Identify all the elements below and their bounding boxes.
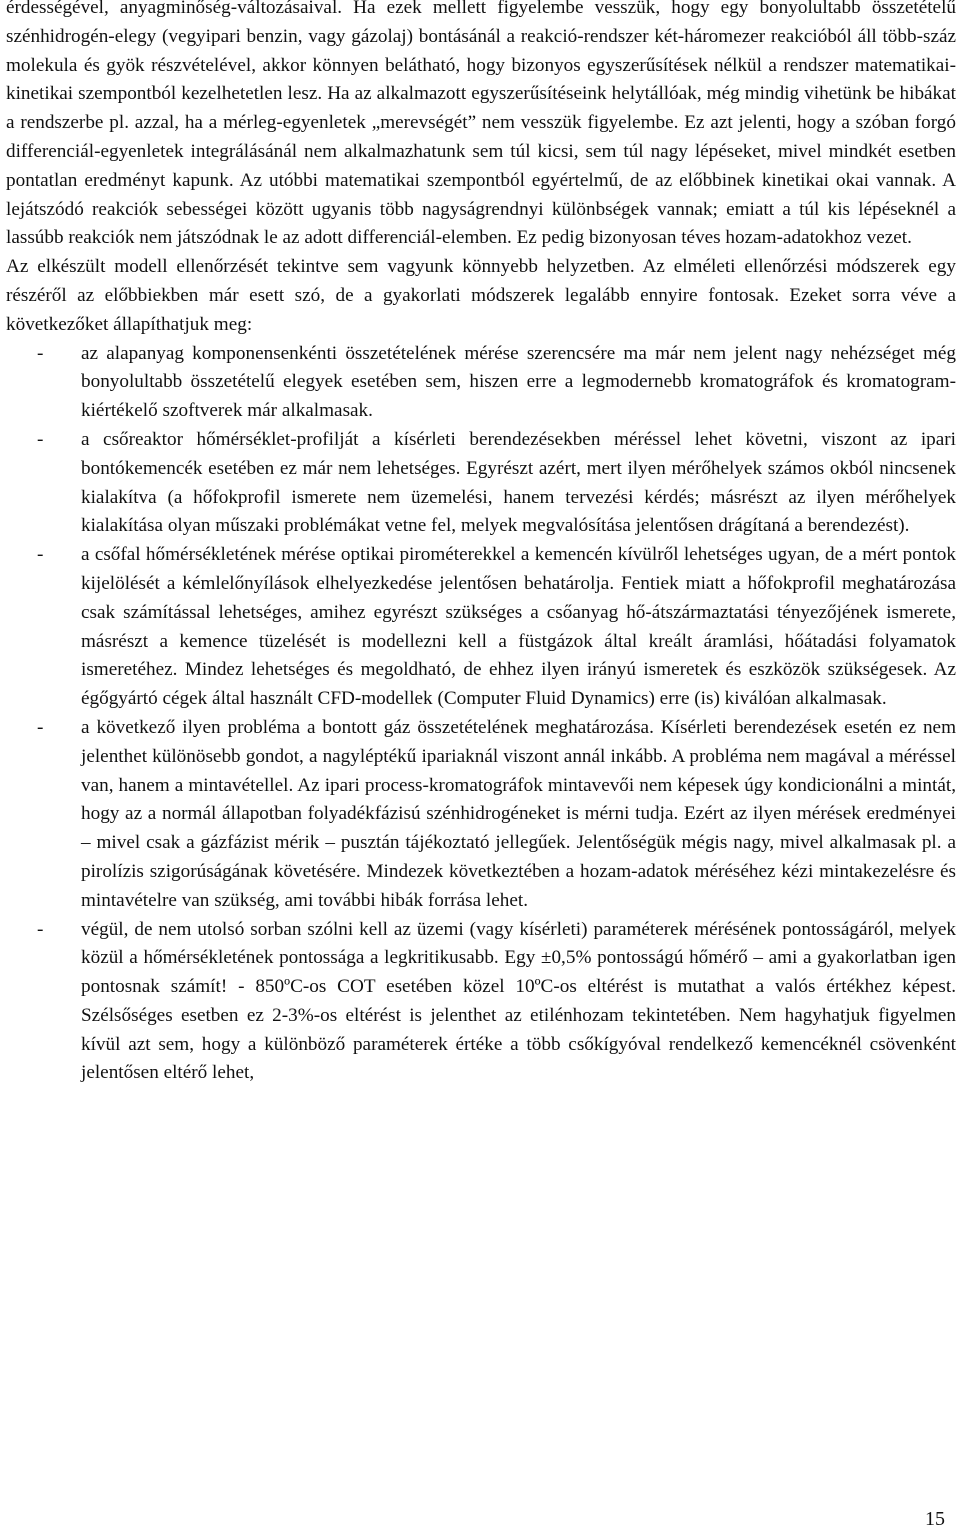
list-item	[6, 541, 956, 714]
bullet-dash: -	[37, 544, 44, 566]
list-item-text: az alapanyag komponensenkénti összetételének mérése szerencsére ma már nem jelent nagy nehézséget még bonyolultabb összetételű elegyek esetében sem, hiszen erre a legmodernebb kromatográfok és kromatogram-kiértékelő szoftverek már alkalmasak.	[81, 342, 956, 422]
list-item-text: a csőreaktor hőmérséklet-profilját a kísérleti berendezésekben méréssel lehet követni, viszont az ipari bontókemencék esetében ez már nem lehetséges. Egyrészt azért, mert ilyen mérőhelyek számos okból nincsenek kialakítva (a hőfokprofil ismerete nem üzemelési, hanem tervezési kérdés; másrészt az ilyen mérőhelyek kialakítása olyan műszaki problémákat vetne fel, melyek megvalósítása jelentősen drágítaná a berendezést).	[81, 428, 956, 537]
list-item-text: végül, de nem utolsó sorban szólni kell az üzemi (vagy kísérleti) paraméterek mérésének pontosságáról, melyek közül a hőmérsékletének pontossága a legkritikusabb. Egy ±0,5% pontosságú hőmérő – ami a gyakorlatban igen pontosnak számít! - 850ºC-os COT esetében közel 10ºC-os eltérést is mutathat a valós értékhez képest. Szélsőséges esetben ez 2-3%-os eltérést is jelenthet az etilénhozam tekintetében. Nem hagyhatjuk figyelmen kívül azt sem, hogy a különböző paraméterek értéke a több csőkígyóval rendelkező kemencéknél csövenként jelentősen eltérő lehet,	[81, 918, 956, 1084]
findings-list	[6, 340, 956, 1089]
list-item-text: a csőfal hőmérsékletének mérése optikai pirométerekkel a kemencén kívülről lehetséges ugyan, de a mért pontok kijelölését a kémlelőnyílások elhelyezkedése jelentősen behatárolja. Fentiek miatt a hőfokprofil meghatározása csak számítással lehetséges, amihez egyrészt szükséges a csőanyag hő-átszármaztatási tényezőjének ismerete, másrészt a kemence tüzelését is modellezni kell a füstgázok által kreált áramlási, hőátadási folyamatok ismeretéhez. Mindez lehetséges és megoldható, de ehhez ilyen irányú ismeretek és eszközök szükségesek. Az égőgyártó cégek által használt CFD-modellek (Computer Fluid Dynamics) erre (is) kiválóan alkalmasak.	[81, 544, 956, 710]
bullet-dash: -	[37, 918, 44, 940]
evaluation-paragraph: Az elkészült modell ellenőrzését tekintve sem vagyunk könnyebb helyzetben. Az elméleti ellenőrzési módszerek egy részéről az előbbiekben már esett szó, de a gyakorlati módszerek legalább ennyire fontosak. Ezeket sorra véve a következőket állapíthatjuk meg:	[6, 256, 956, 335]
page-number: 15	[925, 1508, 945, 1530]
bullet-dash: -	[37, 716, 44, 738]
bullet-dash: -	[37, 428, 44, 450]
intro-paragraph: érdességével, anyagminőség-változásaival. Ha ezek mellett figyelembe vesszük, hogy egy bonyolultabb összetételű szénhidrogén-elegy (vegyipari benzin, vagy gázolaj) bontásánál a reakció-rendszer két-háromezer reakcióból áll több-száz molekula és gyök részvételével, akkor könnyen belátható, hogy bizonyos egyszerűsítések nélkül a rendszer matematikai-kinetikai szempontból kezelhetetlen lesz. Ha az alkalmazott egyszerűsítéseink helytállóak, még mindig vihetünk be hibákat a rendszerbe pl. azzal, ha a mérleg-egyenletek „merevségét” nem vesszük figyelembe. Ez azt jelenti, hogy a szóban forgó differenciál-egyenletek integrálásánál nem alkalmazhatunk sem túl kicsi, sem túl nagy lépéseket, mivel mindkét esetben pontatlan eredményt kapunk. Az utóbbi matematikai szempontból egyértelmű, de az előbbinek kinetikai okai vannak. A lejátszódó reakciók sebességei között ugyanis több nagyságrendnyi különbségek vannak; emiatt a túl kis lépéseknél a lassúbb reakciók nem játszódnak le az adott differenciál-elemben. Ez pedig bizonyosan téves hozam-adatokhoz vezet.	[6, 0, 956, 249]
list-item	[6, 916, 956, 1089]
list-item-text: a következő ilyen probléma a bontott gáz összetételének meghatározása. Kísérleti berendezések esetén ez nem jelenthet különösebb gondot, a nagyléptékű ipariaknál viszont annál inkább. A probléma nem magával a méréssel van, hanem a mintavétellel. Az ipari process-kromatográfok mintavevői nem képesek úgy kondicionálni a mintát, hogy az a normál állapotban folyadékfázisú szénhidrogéneket is mérni tudja. Ezért az ilyen mérések eredményei – mivel csak a gázfázist mérik – pusztán tájékoztató jellegűek. Jelentőségük mégis nagy, mivel alkalmasak pl. a pirolízis szigorúságának követésére. Mindezek következtében a hozam-adatok méréséhez kézi mintakezelésre és mintavételre van szükség, ami további hibák forrása lehet.	[81, 716, 956, 911]
list-item	[6, 426, 956, 541]
bullet-dash: -	[37, 342, 44, 364]
list-item	[6, 340, 956, 426]
list-item	[6, 714, 956, 916]
document-page	[6, 0, 956, 1088]
